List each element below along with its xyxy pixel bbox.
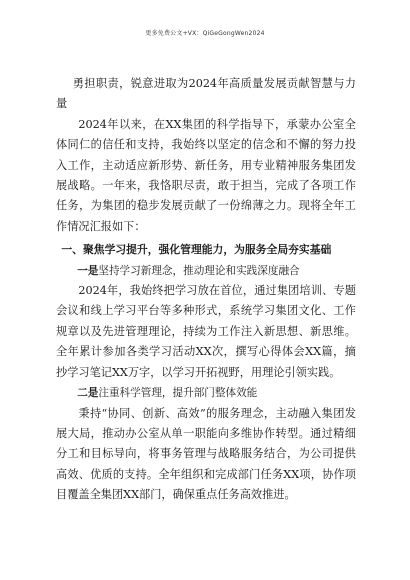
subheading-1-text: 坚持学习新理念，推动理论和实践深度融合: [98, 264, 300, 277]
header-note: 更多免费公文+VX：QiGeGongWen2024: [145, 30, 265, 37]
section-heading-1: 一、聚焦学习提升，强化管理能力，为服务全局夯实基础: [61, 243, 332, 257]
subheading-2-lead: 二是: [77, 387, 99, 400]
subheading-2: [56, 383, 356, 403]
document-body: [56, 74, 356, 506]
body-paragraph-1: 2024年，我始终把学习放在首位，通过集团培训、专题会议和线上学习平台等多种形式，系统学习集团文化、工作规章以及先进管理理论，持续为工作注入新思想、新思维。全年累计参加各类学习活动XX次，撰写心得体会XX篇，摘抄学习笔记XX万字，以学习开拓视野，用理论引领实践。: [56, 284, 356, 379]
subheading-2-text: 注重科学管理，提升部门整体效能: [98, 387, 258, 400]
body-paragraph-2: 秉持“协同、创新、高效”的服务理念，主动融入集团发展大局，推动办公室从单一职能向多维协作转型。通过精细分工和目标导向，将事务管理与战略服务结合，为公司提供高效、优质的支持。全年组织和完成部门任务XX项，协作项目覆盖全集团XX部门，确保重点任务高效推进。: [56, 406, 356, 502]
document-title-line: 勇担职责，锐意进取为2024年高质量发展贡献智慧与力量: [56, 77, 356, 111]
subheading-1-lead: 一是: [77, 264, 99, 277]
subheading-1: [56, 261, 356, 281]
intro-paragraph: 2024年以来，在XX集团的科学指导下，承蒙办公室全体同仁的信任和支持，我始终以坚定的信念和不懈的努力投入工作，主动适应新形势、新任务，用专业精神服务集团发展战略。一年来，我恪职尽责，敢于担当，完成了各项工作任务，为集团的稳步发展贡献了一份绵薄之力。现将全年工作情况汇报如下：: [56, 117, 356, 233]
